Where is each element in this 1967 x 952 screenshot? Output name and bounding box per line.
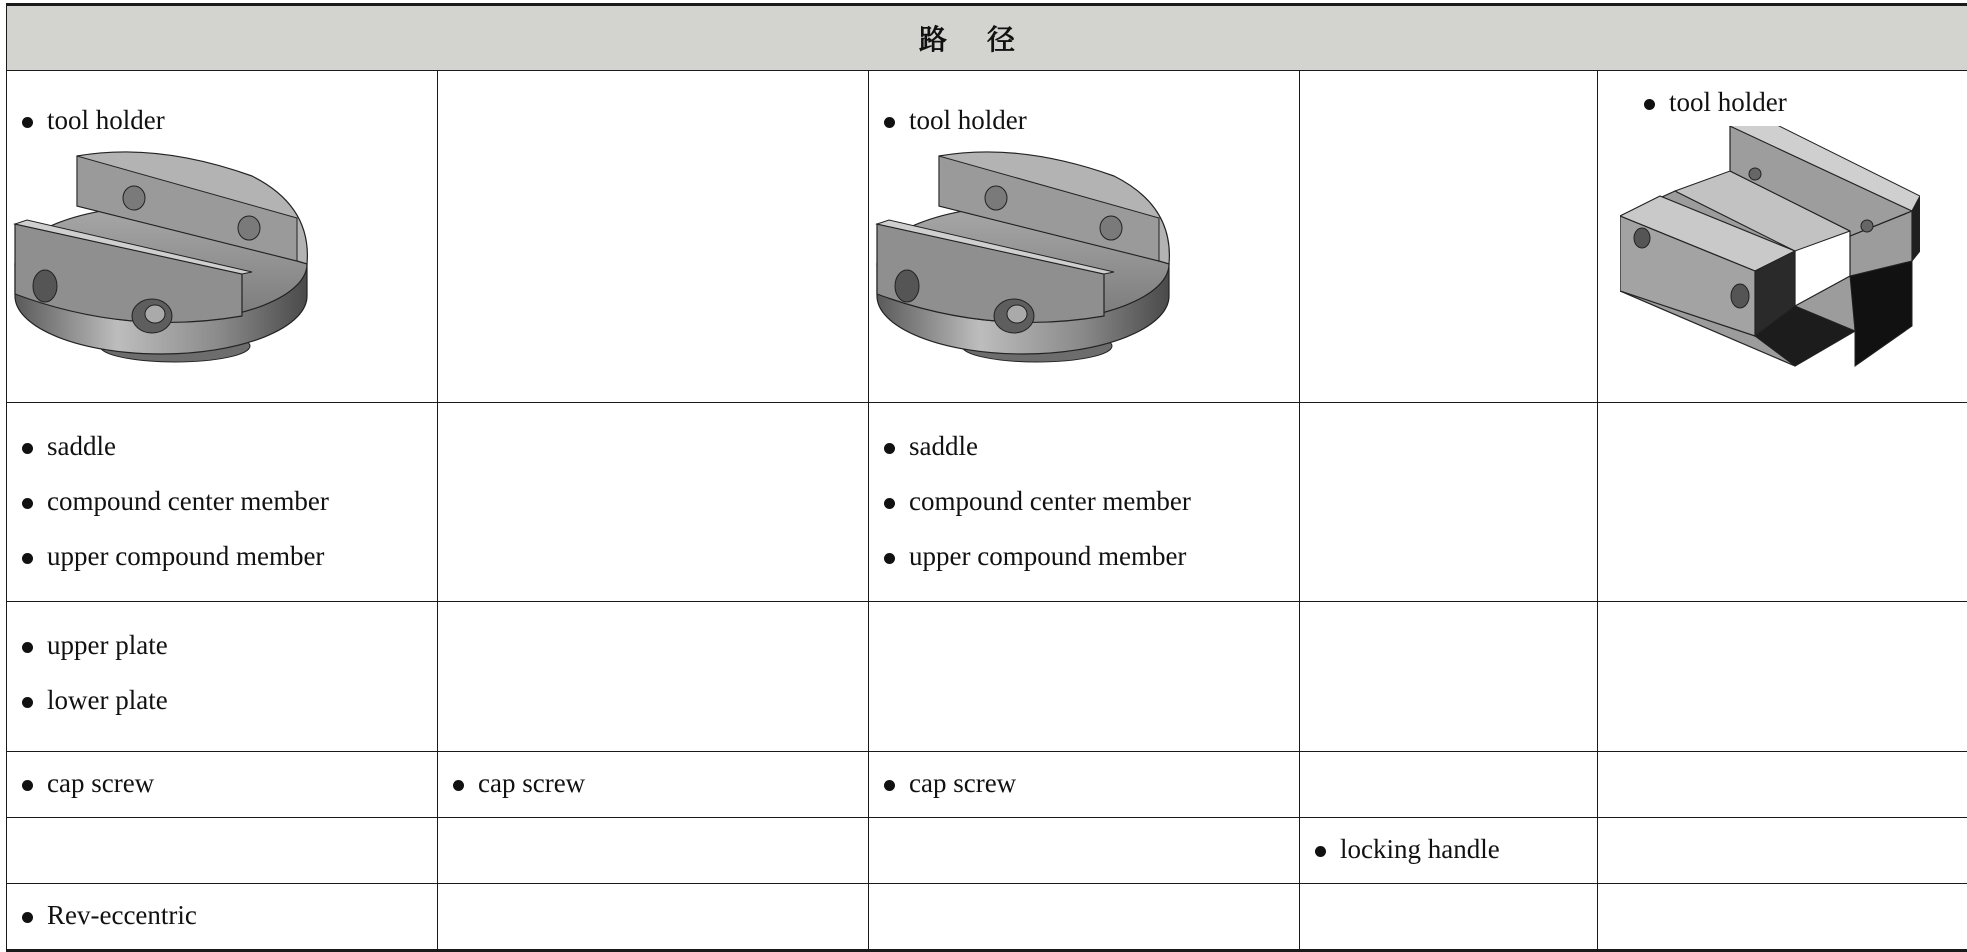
table-cell (869, 752, 1300, 818)
list-item: locking handle (1340, 822, 1597, 877)
list-item: tool holder (1669, 75, 1967, 130)
table-cell (1300, 818, 1598, 884)
list-item: cap screw (909, 756, 1299, 811)
table-cell (7, 818, 438, 884)
table-cell (1598, 818, 1967, 884)
table-cell (1300, 884, 1598, 951)
table-cell (7, 71, 438, 403)
list-item: tool holder (47, 93, 437, 148)
item-list (7, 602, 437, 728)
table-cell (869, 71, 1300, 403)
table-cell (1300, 602, 1598, 752)
list-item: upper plate (47, 618, 437, 673)
list-item: lower plate (47, 673, 437, 728)
list-item: Rev-eccentric (47, 888, 437, 943)
item-list (869, 752, 1299, 811)
table-cell (1300, 71, 1598, 403)
table-row (7, 752, 1967, 818)
table-cell (7, 752, 438, 818)
list-item: upper compound member (909, 529, 1299, 584)
table-cell (1598, 752, 1967, 818)
table-cell (438, 71, 869, 403)
table-cell (869, 818, 1300, 884)
item-list (438, 71, 868, 93)
table-cell (1300, 403, 1598, 602)
item-list (869, 403, 1299, 584)
table-cell (869, 403, 1300, 602)
table-cell (438, 602, 869, 752)
table-cell (7, 602, 438, 752)
parts-path-table (6, 3, 1967, 952)
item-list (1300, 71, 1597, 93)
item-list (7, 752, 437, 811)
table-cell (869, 602, 1300, 752)
list-item: saddle (47, 419, 437, 474)
table-row (7, 818, 1967, 884)
item-list (438, 752, 868, 811)
list-item: cap screw (478, 756, 868, 811)
table-row (7, 71, 1967, 403)
item-list (7, 884, 437, 943)
channel-tool-holder-image (1620, 126, 1920, 376)
list-item: upper compound member (47, 529, 437, 584)
round-tool-holder-image (869, 146, 1179, 376)
list-item: compound center member (47, 474, 437, 529)
table-header-row (7, 5, 1967, 71)
table-row (7, 602, 1967, 752)
item-list (869, 71, 1299, 148)
parts-table-container (6, 3, 1967, 952)
list-item: tool holder (909, 93, 1299, 148)
table-cell (1598, 602, 1967, 752)
item-list (7, 403, 437, 584)
item-list (1300, 818, 1597, 877)
list-item: saddle (909, 419, 1299, 474)
table-cell (7, 403, 438, 602)
table-cell (1300, 752, 1598, 818)
table-cell (1598, 71, 1967, 403)
table-header: 路径 (7, 5, 1967, 71)
list-item: compound center member (909, 474, 1299, 529)
item-list (7, 71, 437, 148)
table-cell (7, 884, 438, 951)
table-cell (438, 818, 869, 884)
table-row (7, 884, 1967, 951)
table-cell (869, 884, 1300, 951)
table-cell (438, 752, 869, 818)
table-row (7, 403, 1967, 602)
table-cell (438, 403, 869, 602)
table-cell (438, 884, 869, 951)
item-list (1598, 71, 1967, 130)
list-item: cap screw (47, 756, 437, 811)
round-tool-holder-image (7, 146, 317, 376)
table-cell (1598, 884, 1967, 951)
table-cell (1598, 403, 1967, 602)
